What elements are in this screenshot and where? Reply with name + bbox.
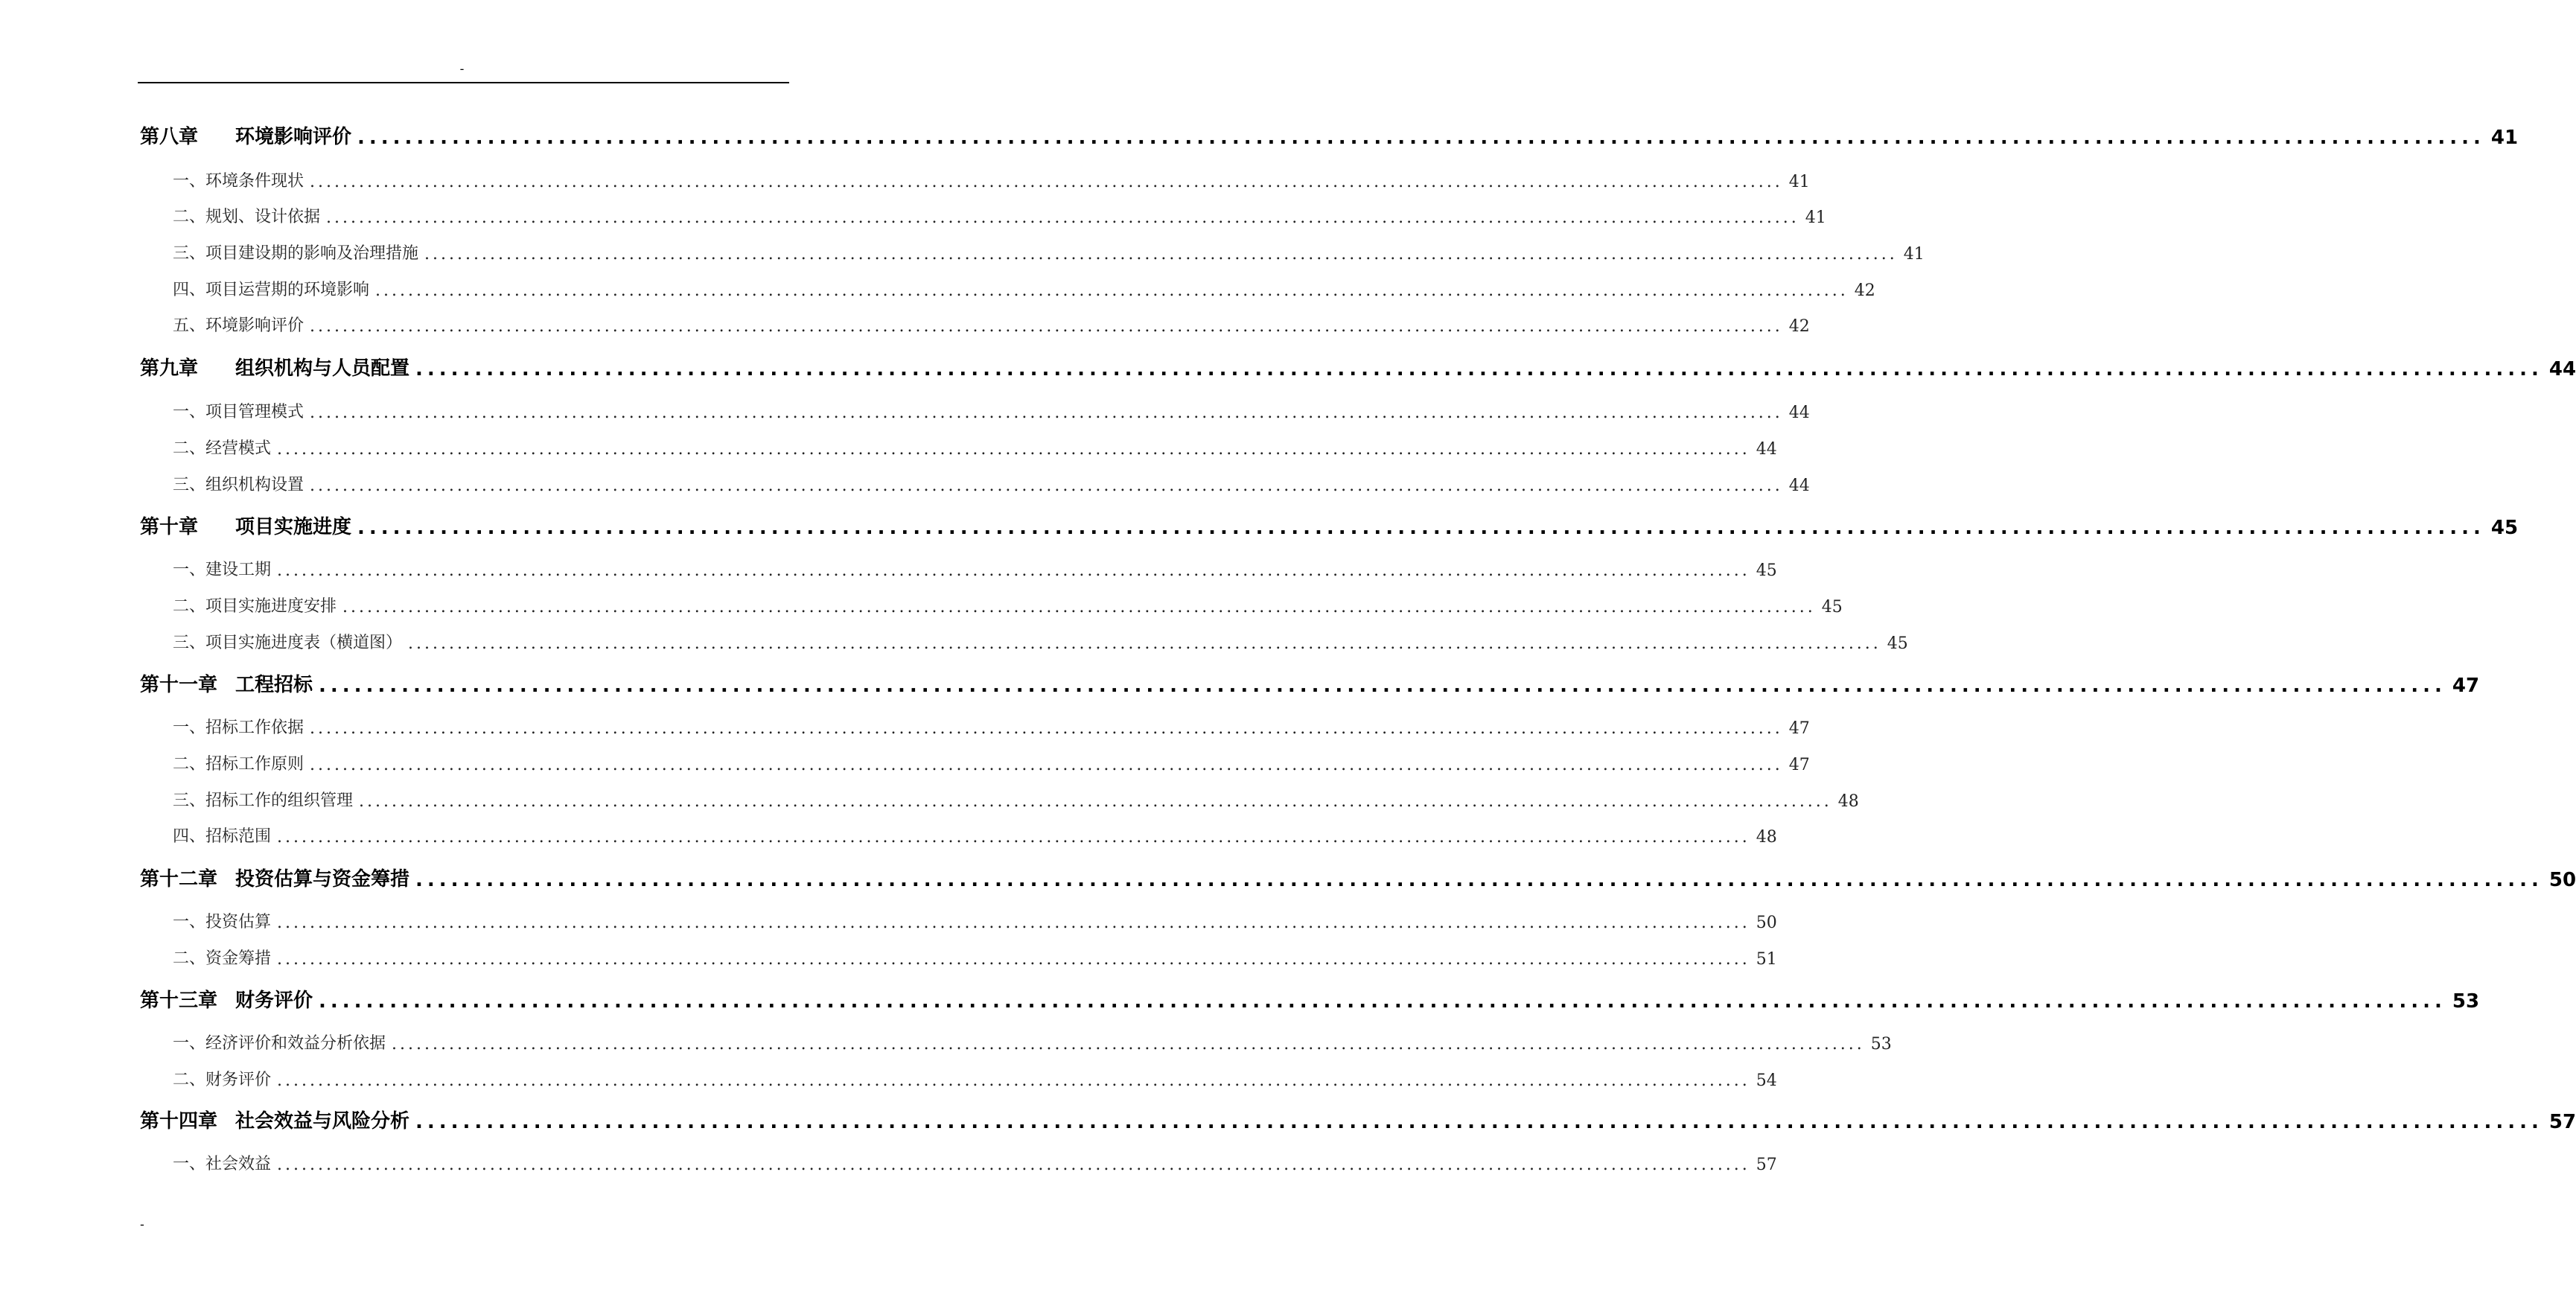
toc-page-number: 45 — [2490, 517, 2519, 539]
toc-leader-dots: .................................................................................................................................................................................... — [310, 404, 1783, 422]
toc-section-title: 一、项目管理模式 — [173, 403, 305, 421]
toc-section-title: 三、招标工作的组织管理 — [173, 791, 354, 810]
header-rule — [138, 82, 789, 83]
toc-page-number: 48 — [1756, 828, 1777, 847]
toc-chapter-label — [140, 985, 313, 1013]
toc-section-title: 一、招标工作依据 — [173, 719, 305, 737]
toc-page-number: 57 — [2548, 1111, 2576, 1133]
toc-page-number: 44 — [1788, 477, 1810, 495]
toc-leader-dots: .................................................................................................................................................................................... — [415, 869, 2543, 891]
toc-section-title: 五、环境影响评价 — [173, 316, 305, 335]
toc-chapter-10[interactable] — [140, 509, 2519, 539]
toc-section[interactable] — [173, 628, 1908, 653]
toc-page-number: 44 — [1788, 404, 1810, 422]
toc-section-title: 三、项目实施进度表（横道图） — [173, 634, 403, 652]
toc-leader-dots: .................................................................................................................................................................................... — [408, 634, 1881, 653]
toc-section-title: 一、建设工期 — [173, 561, 272, 579]
toc-section[interactable] — [173, 786, 1859, 811]
toc-section-title: 一、社会效益 — [173, 1155, 272, 1173]
toc-leader-dots: .................................................................................................................................................................................... — [415, 358, 2543, 380]
toc-section[interactable] — [173, 749, 1810, 774]
toc-leader-dots: .................................................................................................................................................................................... — [277, 1071, 1750, 1090]
toc-page-number: 45 — [1821, 598, 1843, 617]
toc-section-title: 二、规划、设计依据 — [173, 208, 321, 226]
toc-leader-dots: .................................................................................................................................................................................... — [359, 792, 1832, 811]
toc-chapter-label — [140, 669, 313, 697]
toc-section[interactable] — [173, 821, 1777, 847]
toc-page-number: 50 — [1756, 914, 1777, 932]
toc-page-number: 50 — [2548, 869, 2576, 891]
toc-chapter-title: 工程招标 — [235, 674, 313, 696]
toc-page-number: 44 — [2548, 358, 2576, 380]
toc-page-number: 47 — [1788, 719, 1810, 738]
toc-chapter-number: 第九章 — [140, 357, 199, 380]
toc-leader-dots: .................................................................................................................................................................................... — [357, 517, 2485, 539]
toc-section[interactable] — [173, 713, 1810, 738]
toc-chapter-label — [140, 1106, 409, 1133]
toc-leader-dots: .................................................................................................................................................................................... — [277, 950, 1750, 969]
toc-page-number: 53 — [1870, 1035, 1892, 1054]
toc-section[interactable] — [173, 1028, 1892, 1054]
toc-chapter-8[interactable] — [140, 119, 2519, 149]
toc-chapter-number: 第十一章 — [140, 674, 218, 696]
toc-section-title: 二、财务评价 — [173, 1071, 272, 1089]
toc-leader-dots: .................................................................................................................................................................................... — [310, 173, 1783, 191]
toc-page-number: 42 — [1854, 281, 1875, 300]
toc-section[interactable] — [173, 591, 1843, 617]
toc-leader-dots: .................................................................................................................................................................................... — [277, 828, 1750, 847]
toc-leader-dots: .................................................................................................................................................................................... — [424, 245, 1898, 264]
toc-section[interactable] — [173, 907, 1777, 932]
toc-chapter-11[interactable] — [140, 667, 2480, 697]
toc-section-title: 四、项目运营期的环境影响 — [173, 281, 370, 299]
toc-chapter-label — [140, 121, 351, 149]
toc-page-number: 45 — [1887, 634, 1908, 653]
toc-section-title: 一、经济评价和效益分析依据 — [173, 1034, 386, 1053]
toc-chapter-number: 第八章 — [140, 126, 199, 148]
toc-page-number: 41 — [1788, 173, 1810, 191]
toc-chapter-title: 社会效益与风险分析 — [235, 1110, 410, 1133]
toc-section[interactable] — [173, 310, 1810, 336]
toc-page-number: 42 — [1788, 317, 1810, 336]
toc-chapter-12[interactable] — [140, 861, 2576, 891]
toc-chapter-title: 环境影响评价 — [235, 126, 352, 148]
toc-leader-dots: .................................................................................................................................................................................... — [310, 317, 1783, 336]
toc-section-title: 四、招标范围 — [173, 827, 272, 846]
toc-leader-dots: .................................................................................................................................................................................... — [277, 1156, 1750, 1174]
toc-section-title: 一、投资估算 — [173, 913, 272, 931]
toc-section-title: 二、资金筹措 — [173, 949, 272, 968]
toc-leader-dots: .................................................................................................................................................................................... — [277, 440, 1750, 459]
toc-chapter-title: 项目实施进度 — [235, 516, 352, 538]
toc-section[interactable] — [173, 1149, 1777, 1174]
toc-leader-dots: .................................................................................................................................................................................... — [277, 914, 1750, 932]
toc-leader-dots: .................................................................................................................................................................................... — [415, 1111, 2543, 1133]
toc-section-title: 二、招标工作原则 — [173, 755, 305, 774]
toc-section[interactable] — [173, 275, 1875, 300]
toc-page-number: 41 — [2490, 127, 2519, 149]
toc-section-title: 二、经营模式 — [173, 439, 272, 458]
toc-leader-dots: .................................................................................................................................................................................... — [310, 719, 1783, 738]
toc-page-number: 54 — [1756, 1071, 1777, 1090]
toc-section-title: 一、环境条件现状 — [173, 172, 305, 191]
toc-chapter-title: 财务评价 — [235, 990, 313, 1012]
toc-chapter-number: 第十章 — [140, 516, 199, 538]
toc-page-number: 47 — [2452, 675, 2480, 697]
toc-section[interactable] — [173, 202, 1826, 227]
toc-chapter-title: 投资估算与资金筹措 — [235, 868, 410, 891]
toc-section[interactable] — [173, 166, 1810, 191]
toc-page-number: 51 — [1756, 950, 1777, 969]
toc-section[interactable] — [173, 433, 1777, 459]
toc-page-number: 57 — [1756, 1156, 1777, 1174]
toc-leader-dots: .................................................................................................................................................................................... — [375, 281, 1849, 300]
toc-chapter-14[interactable] — [140, 1103, 2576, 1133]
toc-leader-dots: .................................................................................................................................................................................... — [277, 561, 1750, 580]
toc-section[interactable] — [173, 397, 1810, 422]
toc-leader-dots: .................................................................................................................................................................................... — [342, 598, 1816, 617]
toc-section-title: 三、组织机构设置 — [173, 476, 305, 494]
toc-leader-dots: .................................................................................................................................................................................... — [310, 756, 1783, 774]
header-mark: - — [459, 62, 465, 76]
toc-leader-dots: .................................................................................................................................................................................... — [326, 208, 1799, 227]
toc-leader-dots: .................................................................................................................................................................................... — [319, 675, 2446, 697]
toc-page-number: 41 — [1805, 208, 1826, 227]
toc-section-title: 二、项目实施进度安排 — [173, 597, 337, 616]
toc-chapter-label — [140, 353, 409, 380]
toc-chapter-number: 第十三章 — [140, 990, 218, 1012]
toc-chapter-13[interactable] — [140, 983, 2480, 1013]
toc-leader-dots: .................................................................................................................................................................................... — [319, 990, 2446, 1013]
toc-chapter-label — [140, 512, 351, 539]
toc-page-number: 47 — [1788, 756, 1810, 774]
toc-section[interactable] — [173, 943, 1777, 969]
toc-leader-dots: .................................................................................................................................................................................... — [310, 477, 1783, 495]
toc-page-number: 44 — [1756, 440, 1777, 459]
toc-section-title: 三、项目建设期的影响及治理措施 — [173, 244, 419, 263]
toc-page-number: 45 — [1756, 561, 1777, 580]
toc-page-number: 53 — [2452, 990, 2480, 1013]
toc-chapter-9[interactable] — [140, 351, 2576, 380]
toc-page-number: 41 — [1903, 245, 1925, 264]
toc-section[interactable] — [173, 555, 1777, 580]
toc-chapter-number: 第十二章 — [140, 868, 218, 891]
toc-page-number: 48 — [1837, 792, 1859, 811]
toc-chapter-number: 第十四章 — [140, 1110, 218, 1133]
toc-section[interactable] — [173, 470, 1810, 495]
toc-chapter-label — [140, 864, 409, 891]
toc-section[interactable] — [173, 238, 1925, 264]
toc-leader-dots: .................................................................................................................................................................................... — [392, 1035, 1865, 1054]
footer-mark: - — [140, 1217, 144, 1232]
toc-leader-dots: .................................................................................................................................................................................... — [357, 127, 2485, 149]
toc-chapter-title: 组织机构与人员配置 — [235, 357, 410, 380]
toc-section[interactable] — [173, 1065, 1777, 1090]
